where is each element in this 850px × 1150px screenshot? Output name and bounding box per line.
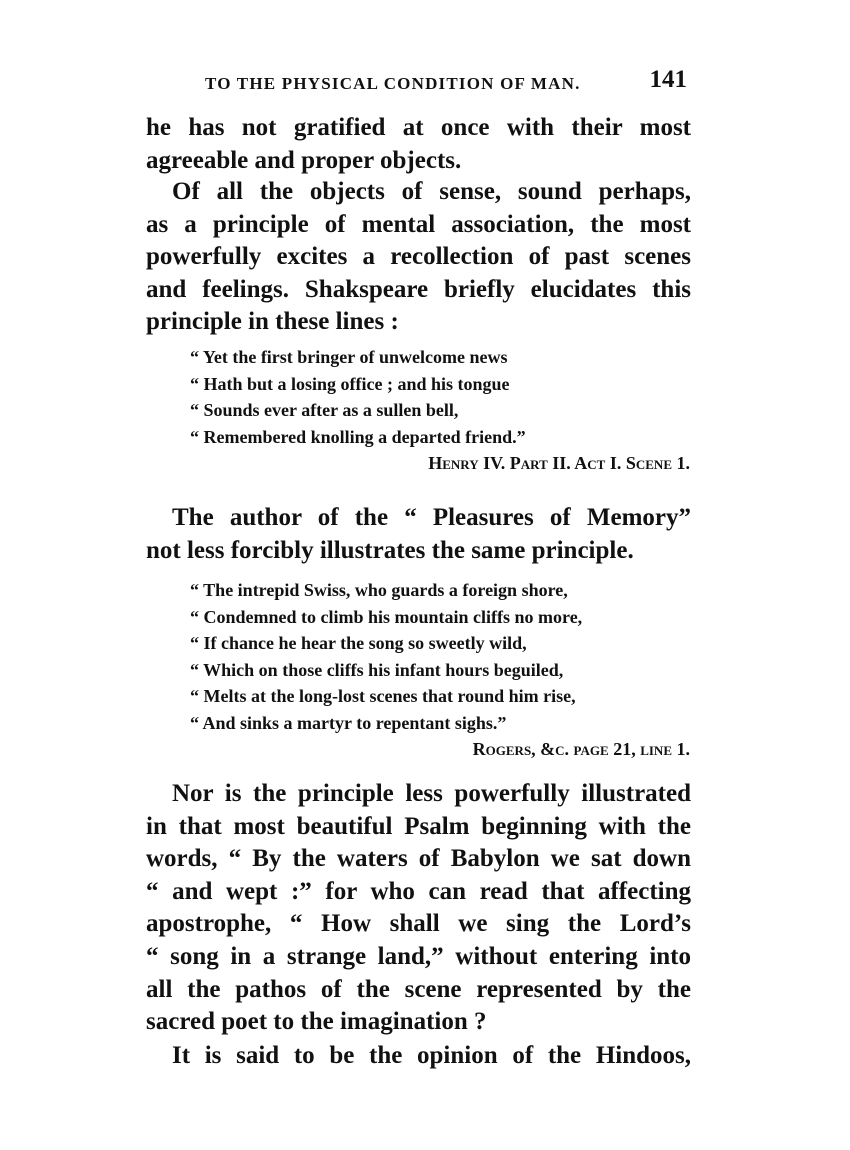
paragraph-pleasures-of-memory [146, 502, 691, 567]
paragraph-sound [146, 176, 691, 339]
verse-line: “ Hath but a losing office ; and his tongue [190, 373, 510, 394]
text-line: “ and wept :” for who can read that affecting [146, 877, 691, 905]
verse-line: “ Melts at the long-lost scenes that round him rise, [190, 686, 576, 706]
page-number: 141 [649, 66, 687, 93]
verse-quote-rogers [190, 577, 690, 763]
verse-line: “ Sounds ever after as a sullen bell, [190, 400, 459, 420]
text-line: and feelings. Shakspeare briefly elucidates this [146, 275, 691, 303]
running-head-title: TO THE PHYSICAL CONDITION OF MAN. [205, 74, 581, 93]
text-line: all the pathos of the scene represented by the [146, 975, 691, 1003]
text-line: powerfully excites a recollection of past scenes [146, 243, 691, 271]
verse-line: “ Yet the first bringer of unwelcome news [190, 347, 508, 367]
text-line: “ song in a strange land,” without entering into [146, 942, 691, 970]
verse-line: “ And sinks a martyr to repentant sighs.” [190, 712, 507, 733]
verse-attribution: Rogers, &c. page 21, line 1. [472, 739, 690, 759]
paragraph-psalm [146, 778, 691, 1039]
text-line: in that most beautiful Psalm beginning with the [146, 812, 691, 840]
paragraph-continuation [146, 112, 691, 177]
text-line: principle in these lines : [146, 308, 399, 336]
text-line: agreeable and proper objects. [146, 146, 462, 174]
text-line: Nor is the principle less powerfully illustrated [172, 780, 691, 807]
verse-line: “ Condemned to climb his mountain cliffs no more, [190, 606, 583, 627]
verse-line: “ Remembered knolling a departed friend.” [190, 426, 526, 447]
text-line: The author of the “ Pleasures of Memory” [172, 504, 691, 531]
text-line: Of all the objects of sense, sound perhaps, [172, 178, 691, 205]
text-line: It is said to be the opinion of the Hindoos, [172, 1042, 691, 1069]
verse-line: “ If chance he hear the song so sweetly wild, [190, 633, 527, 653]
verse-attribution: Henry IV. Part II. Act I. Scene 1. [428, 453, 690, 473]
verse-line: “ The intrepid Swiss, who guards a foreign shore, [190, 580, 568, 600]
running-head [205, 66, 687, 100]
text-line: not less forcibly illustrates the same principle. [146, 536, 634, 564]
paragraph-hindoos [146, 1040, 691, 1073]
text-line: as a principle of mental association, the most [146, 210, 691, 238]
verse-line: “ Which on those cliffs his infant hours beguiled, [190, 659, 564, 680]
text-line: words, “ By the waters of Babylon we sat down [146, 845, 691, 873]
text-line: apostrophe, “ How shall we sing the Lord’s [146, 910, 691, 938]
verse-quote-shakspeare [190, 344, 690, 477]
text-line: sacred poet to the imagination ? [146, 1008, 487, 1036]
text-line: he has not gratified at once with their most [146, 114, 691, 141]
